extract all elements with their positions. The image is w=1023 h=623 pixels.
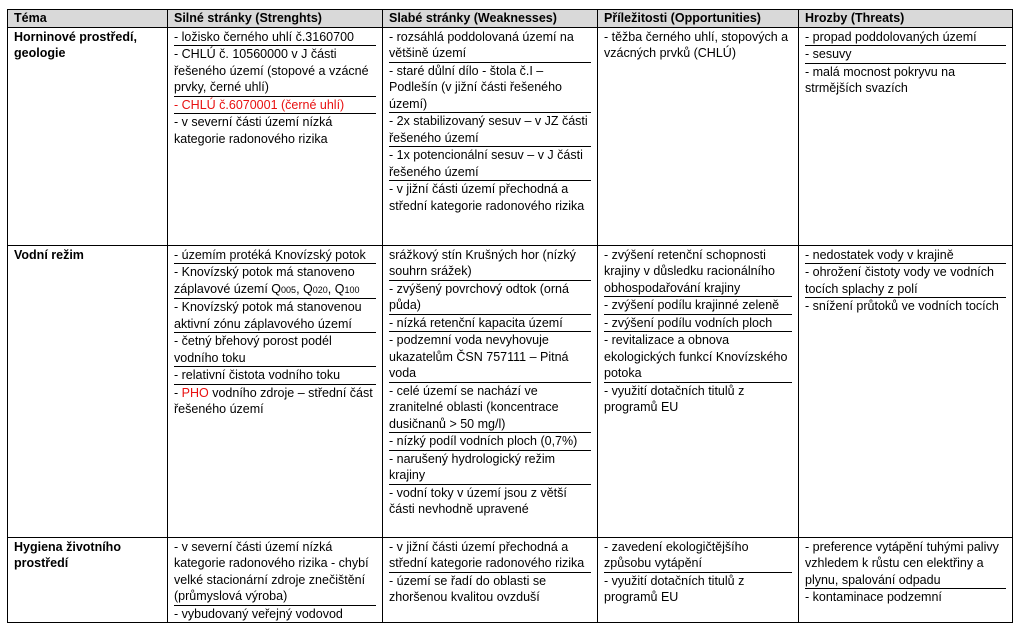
list-item: - v jižní části území přechodná a střední kategorie radonového rizika xyxy=(389,539,591,573)
list-item: - v jižní části území přechodná a střední kategorie radonového rizika xyxy=(389,182,585,213)
list-item: - revitalizace a obnova ekologických funkcí Knovízského potoka xyxy=(604,332,792,383)
list-item: - ložisko černého uhlí č.3160700 xyxy=(174,29,376,47)
list-item: - narušený hydrologický režim krajiny xyxy=(389,451,591,485)
list-item: - v severní části území nízká kategorie radonového rizika xyxy=(174,115,333,146)
list-item: - zvýšení retenční schopnosti krajiny v důsledku racionálního obhospodařování krajiny xyxy=(604,247,792,298)
list-item: - CHLÚ č. 10560000 v J části řešeného území (stopové a vzácné prvky, černé uhlí) xyxy=(174,46,376,97)
list-item: - zvýšený povrchový odtok (orná půda) xyxy=(389,281,591,315)
swot-table xyxy=(7,9,1013,623)
table-row xyxy=(8,537,1013,623)
topic-cell: Vodní režim xyxy=(8,245,168,537)
list-item: - územím protéká Knovízský potok xyxy=(174,247,376,265)
strengths-cell xyxy=(168,245,383,537)
list-item: - Knovízský potok má stanovenou aktivní zónu záplavového území xyxy=(174,299,376,333)
strengths-cell xyxy=(168,27,383,245)
list-item: - celé území se nachází ve zranitelné oblasti (koncentrace dusičnanů > 50 mg/l) xyxy=(389,383,591,434)
list-item: - rozsáhlá poddolovaná území na většině území xyxy=(389,29,591,63)
list-item: - malá mocnost pokryvu na strmějších svazích xyxy=(805,64,956,95)
list-item: - nedostatek vody v krajině xyxy=(805,247,1006,265)
list-item xyxy=(174,264,376,299)
list-item: - četný břehový porost podél vodního toku xyxy=(174,333,376,367)
list-item: - preference vytápění tuhými palivy vzhledem k růstu cen elektřiny a plynu, spalování odpadu xyxy=(805,539,1006,590)
list-item-text: - Knovízský potok má stanoveno záplavové území xyxy=(174,265,355,296)
list-item: - propad poddolovaných území xyxy=(805,29,1006,47)
pho-label: PHO xyxy=(181,385,209,400)
list-item: - nízký podíl vodních ploch (0,7%) xyxy=(389,433,591,451)
list-item: - kontaminace podzemní xyxy=(805,590,942,604)
weaknesses-cell xyxy=(383,27,598,245)
header-strengths: Silné stránky (Strenghts) xyxy=(168,10,383,28)
list-item: - PHO vodního zdroje – střední část řešeného území xyxy=(174,385,373,416)
header-threats: Hrozby (Threats) xyxy=(799,10,1013,28)
list-item: - vybudovaný veřejný vodovod xyxy=(174,606,343,621)
list-item: - relativní čistota vodního toku xyxy=(174,367,376,385)
flood-q-values: Q005, Q020, Q100 xyxy=(271,281,360,296)
topic-cell: Horninové prostředí, geologie xyxy=(8,27,168,245)
list-item: - zvýšení podílu vodních ploch xyxy=(604,315,792,333)
list-item: - snížení průtoků ve vodních tocích xyxy=(805,299,999,313)
list-item: - nízká retenční kapacita území xyxy=(389,315,591,333)
list-item: - území se řadí do oblasti se zhoršenou kvalitou ovzduší xyxy=(389,573,547,604)
list-item: - sesuvy xyxy=(805,46,1006,64)
list-item: - 1x potencionální sesuv – v J části řešeného území xyxy=(389,147,591,181)
list-item: - 2x stabilizovaný sesuv – v JZ části řešeného území xyxy=(389,113,591,147)
opportunities-cell xyxy=(598,27,799,245)
list-item: - zvýšení podílu krajinné zeleně xyxy=(604,297,792,315)
list-item: - využití dotačních titulů z programů EU xyxy=(604,573,745,604)
list-item: - zavedení ekologičtějšího způsobu vytápění xyxy=(604,539,792,573)
threats-cell xyxy=(799,245,1013,537)
list-item: - v severní části území nízká kategorie radonového rizika - chybí velké stacionární zdroje znečištění (průmyslová výroba) xyxy=(174,539,376,606)
weaknesses-cell xyxy=(383,537,598,623)
header-row xyxy=(8,10,1013,28)
strengths-cell xyxy=(168,537,383,623)
table-row xyxy=(8,245,1013,537)
list-item: - podzemní voda nevyhovuje ukazatelům ČSN 757111 – Pitná voda xyxy=(389,332,591,383)
weaknesses-cell xyxy=(383,245,598,537)
opportunities-cell xyxy=(598,245,799,537)
header-weaknesses: Slabé stránky (Weaknesses) xyxy=(383,10,598,28)
list-item: - CHLÚ č.6070001 (černé uhlí) xyxy=(174,97,376,115)
list-item: - ohrožení čistoty vody ve vodních tocích splachy z polí xyxy=(805,264,1006,298)
threats-cell xyxy=(799,537,1013,623)
list-item: - vodní toky v území jsou z větší části nevhodně upravené xyxy=(389,485,567,516)
list-item: - staré důlní dílo - štola č.I – Podlešín (v jižní části řešeného území) xyxy=(389,63,591,114)
threats-cell xyxy=(799,27,1013,245)
topic-cell: Hygiena životního prostředí xyxy=(8,537,168,623)
header-opportunities: Příležitosti (Opportunities) xyxy=(598,10,799,28)
header-tema: Téma xyxy=(8,10,168,28)
list-item: - využití dotačních titulů z programů EU xyxy=(604,383,745,414)
table-row xyxy=(8,27,1013,245)
opportunities-cell xyxy=(598,537,799,623)
list-item: srážkový stín Krušných hor (nízký souhrn srážek) xyxy=(389,247,591,281)
list-item: - těžba černého uhlí, stopových a vzácných prvků (CHLÚ) xyxy=(604,29,789,60)
